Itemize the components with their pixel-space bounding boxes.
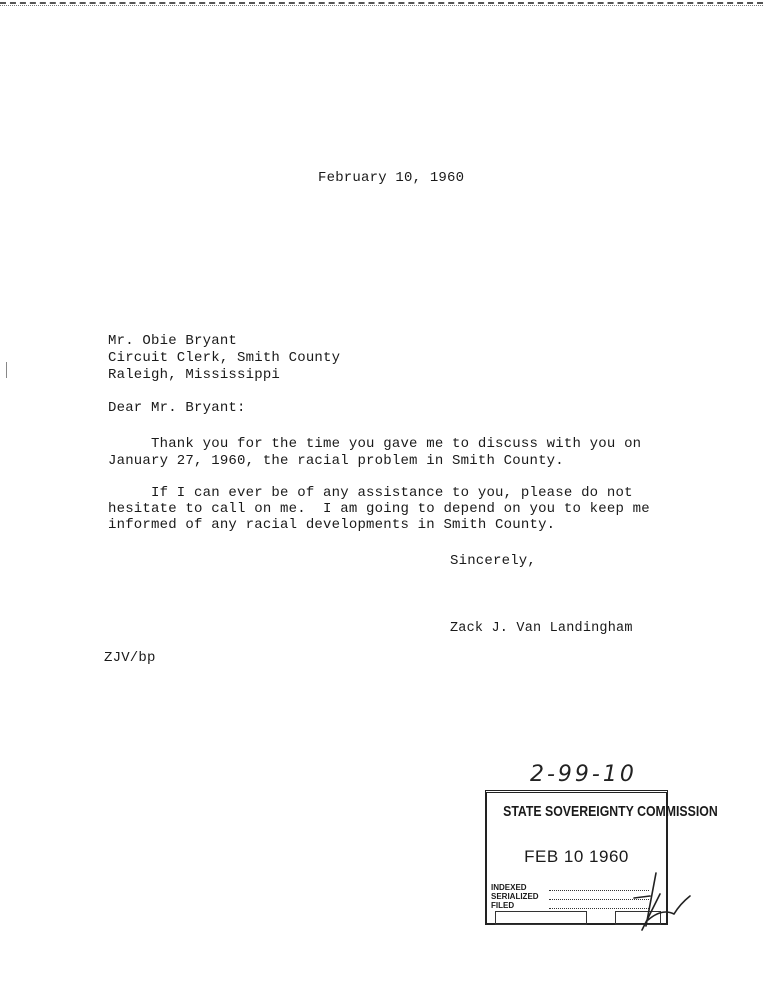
letter-date: February 10, 1960: [318, 170, 465, 186]
stamp-box-left: [495, 911, 587, 925]
page-top-border: [0, 2, 763, 6]
typist-initials: ZJV/bp: [104, 650, 156, 666]
handwritten-initials-mark: [630, 868, 700, 933]
paragraph-2-line-2: hesitate to call on me. I am going to depend on you to keep me: [108, 501, 650, 517]
file-number: 2-99-10: [530, 762, 637, 787]
closing: Sincerely,: [450, 553, 537, 569]
signature-name: Zack J. Van Landingham: [450, 621, 633, 636]
paragraph-1-line-2: January 27, 1960, the racial problem in Smith County.: [108, 453, 564, 469]
margin-mark: [6, 362, 7, 378]
stamp-row-label: SERIALIZED: [491, 892, 539, 901]
stamp-row-indexed: [491, 883, 527, 892]
salutation: Dear Mr. Bryant:: [108, 400, 246, 416]
recipient-location: Raleigh, Mississippi: [108, 367, 281, 383]
stamp-row-label: INDEXED: [491, 883, 527, 892]
recipient-name: Mr. Obie Bryant: [108, 333, 238, 349]
stamp-row-label: FILED: [491, 901, 515, 910]
recipient-title: Circuit Clerk, Smith County: [108, 350, 341, 366]
paragraph-2-line-3: informed of any racial developments in Smith County.: [108, 517, 556, 533]
stamp-row-serialized: [491, 892, 539, 901]
stamp-title: STATE SOVEREIGNTY COMMISSION: [503, 803, 718, 820]
stamp-row-filed: [491, 901, 514, 910]
stamp-date: FEB 10 1960: [524, 847, 629, 866]
paragraph-1-line-1: Thank you for the time you gave me to discuss with you on: [108, 436, 642, 452]
paragraph-2-line-1: If I can ever be of any assistance to you, please do not: [108, 485, 633, 501]
